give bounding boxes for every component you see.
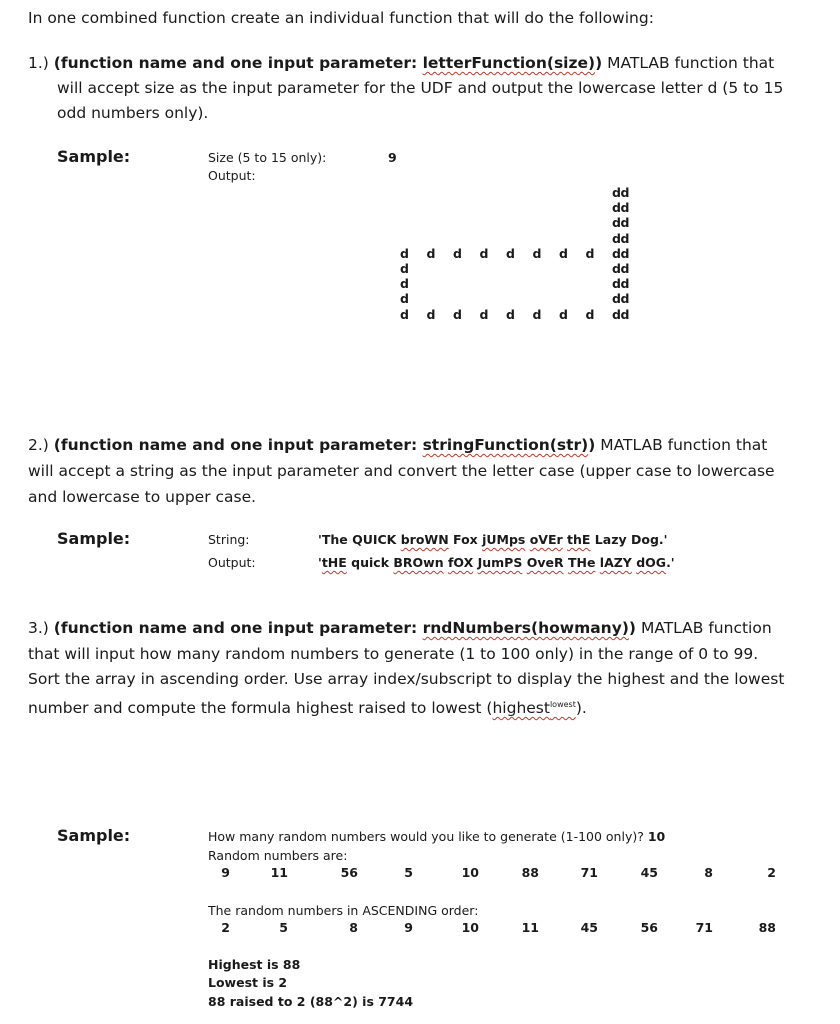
letter-d-glyph: d bbox=[532, 245, 542, 261]
intro-text: In one combined function create an individual function that will do the following: bbox=[28, 9, 654, 27]
q3-line1 bbox=[28, 616, 772, 641]
letter-d-glyph: d bbox=[620, 261, 630, 276]
letter-d-glyph: d bbox=[532, 306, 542, 322]
q1-heading: (function name and one input parameter: letterFunction(size)) bbox=[53, 54, 603, 72]
letter-d-glyph: d bbox=[559, 245, 568, 261]
number-cell: 8 bbox=[704, 865, 713, 880]
q3-line4: number and compute the formula highest raised to lowest (highest$^{lowest}$). bbox=[28, 699, 587, 717]
letter-d-glyph: d bbox=[400, 261, 409, 276]
letter-d-glyph: d bbox=[620, 200, 630, 216]
number-cell: 56 bbox=[640, 920, 658, 935]
number-cell: 11 bbox=[521, 920, 539, 935]
number-cell: 45 bbox=[580, 920, 598, 935]
letter-d-glyph: d bbox=[479, 306, 489, 322]
q3-prompt: How many random numbers would you like to generate (1-100 only)? 10 bbox=[208, 829, 666, 844]
letter-d-glyph: d bbox=[620, 245, 630, 261]
letter-d-glyph: d bbox=[400, 291, 409, 307]
q1-line3: odd numbers only). bbox=[57, 104, 209, 122]
q3-heading: (function name and one input parameter: rndNumbers(howmany)) bbox=[53, 619, 637, 637]
q3-function-name: rndNumbers(howmany) bbox=[422, 619, 629, 637]
q2-line1-tail: MATLAB function that bbox=[595, 436, 768, 454]
q2-line1 bbox=[28, 433, 767, 458]
number-cell: 10 bbox=[461, 865, 479, 880]
letter-d-glyph: d bbox=[612, 230, 621, 246]
q3-sorted-label: The random numbers in ASCENDING order: bbox=[208, 903, 479, 918]
letter-d-glyph: d bbox=[612, 306, 621, 322]
letter-d-glyph: d bbox=[585, 245, 595, 261]
q3-lowest: Lowest is 2 bbox=[208, 975, 288, 990]
number-cell: 9 bbox=[404, 920, 413, 935]
letter-d-glyph: d bbox=[400, 276, 409, 292]
q1-output-label: Output: bbox=[208, 168, 256, 183]
letter-d-glyph: d bbox=[559, 306, 568, 322]
letter-d-glyph: d bbox=[620, 215, 630, 231]
q1-line2: will accept size as the input parameter for the UDF and output the lowercase letter d (5 to 15 bbox=[57, 79, 784, 97]
letter-d-glyph: d bbox=[620, 276, 630, 292]
letter-d-glyph: d bbox=[453, 245, 462, 261]
q3-line1-tail: MATLAB function bbox=[636, 619, 772, 637]
letter-d-glyph: d bbox=[612, 276, 621, 292]
number-cell: 9 bbox=[221, 865, 230, 880]
letter-d-glyph: d bbox=[400, 245, 409, 261]
q3-random-label: Random numbers are: bbox=[208, 848, 348, 863]
letter-d-glyph: d bbox=[426, 245, 436, 261]
letter-d-glyph: d bbox=[612, 291, 621, 307]
letter-d-glyph: d bbox=[426, 306, 436, 322]
q1-line1-tail: MATLAB function that bbox=[602, 54, 775, 72]
letter-d-glyph: d bbox=[612, 215, 621, 231]
q1-size-value: 9 bbox=[388, 150, 397, 165]
letter-d-glyph: d bbox=[585, 306, 595, 322]
letter-d-glyph: d bbox=[620, 291, 630, 307]
q1-line1 bbox=[28, 51, 774, 76]
letter-d-glyph: d bbox=[453, 306, 462, 322]
q1-number: 1.) bbox=[28, 54, 49, 72]
letter-d-glyph: d bbox=[620, 306, 630, 322]
number-cell: 45 bbox=[640, 865, 658, 880]
number-cell: 56 bbox=[340, 865, 358, 880]
q2-line3: and lowercase to upper case. bbox=[28, 488, 257, 506]
number-cell: 10 bbox=[461, 920, 479, 935]
q1-size-label: Size (5 to 15 only): bbox=[208, 150, 327, 165]
q2-string-label: String: bbox=[208, 532, 250, 547]
q2-function-name: stringFunction(str) bbox=[422, 436, 589, 454]
q2-string-value: 'The QUICK broWN Fox jUMps oVEr thE Lazy Dog.' bbox=[318, 532, 668, 547]
number-cell: 2 bbox=[767, 865, 776, 880]
number-cell: 11 bbox=[270, 865, 288, 880]
q3-line2: that will input how many random numbers to generate (1 to 100 only) in the range of 0 to 99. bbox=[28, 645, 759, 663]
q3-highest: Highest is 88 bbox=[208, 957, 301, 972]
q3-sample-label: Sample: bbox=[57, 826, 131, 845]
number-cell: 5 bbox=[404, 865, 413, 880]
letter-d-glyph: d bbox=[506, 245, 515, 261]
letter-d-glyph: d bbox=[620, 185, 630, 200]
q2-sample-label: Sample: bbox=[57, 529, 131, 548]
number-cell: 88 bbox=[521, 865, 539, 880]
letter-d-glyph: d bbox=[612, 261, 621, 276]
letter-d-glyph: d bbox=[479, 245, 489, 261]
number-cell: 2 bbox=[221, 920, 230, 935]
q2-heading: (function name and one input parameter: stringFunction(str)) bbox=[53, 436, 596, 454]
q2-line2: will accept a string as the input parameter and convert the letter case (upper case to lowercase bbox=[28, 462, 775, 480]
q3-line3: Sort the array in ascending order. Use array index/subscript to display the highest and the lowest bbox=[28, 670, 785, 688]
q2-output-label: Output: bbox=[208, 555, 256, 570]
letter-d-glyph: d bbox=[612, 200, 621, 216]
letter-d-glyph: d bbox=[506, 306, 515, 322]
q3-number: 3.) bbox=[28, 619, 49, 637]
letter-d-glyph: d bbox=[400, 306, 409, 322]
q2-number: 2.) bbox=[28, 436, 49, 454]
number-cell: 71 bbox=[695, 920, 713, 935]
number-cell: 5 bbox=[279, 920, 288, 935]
letter-d-glyph: d bbox=[612, 245, 621, 261]
number-cell: 71 bbox=[580, 865, 598, 880]
number-cell: 88 bbox=[758, 920, 776, 935]
number-cell: 8 bbox=[349, 920, 358, 935]
q1-sample-label: Sample: bbox=[57, 147, 131, 166]
q1-function-name: letterFunction(size) bbox=[422, 54, 596, 72]
q3-formula: highest$^{lowest}$ bbox=[492, 699, 576, 717]
letter-d-glyph: d bbox=[620, 230, 630, 246]
q2-output-value: 'tHE quick BROwn fOX JumPS OveR THe lAZY dOG.' bbox=[318, 555, 675, 570]
letter-d-glyph: d bbox=[612, 185, 621, 200]
q3-raised: 88 raised to 2 (88^2) is 7744 bbox=[208, 994, 414, 1009]
